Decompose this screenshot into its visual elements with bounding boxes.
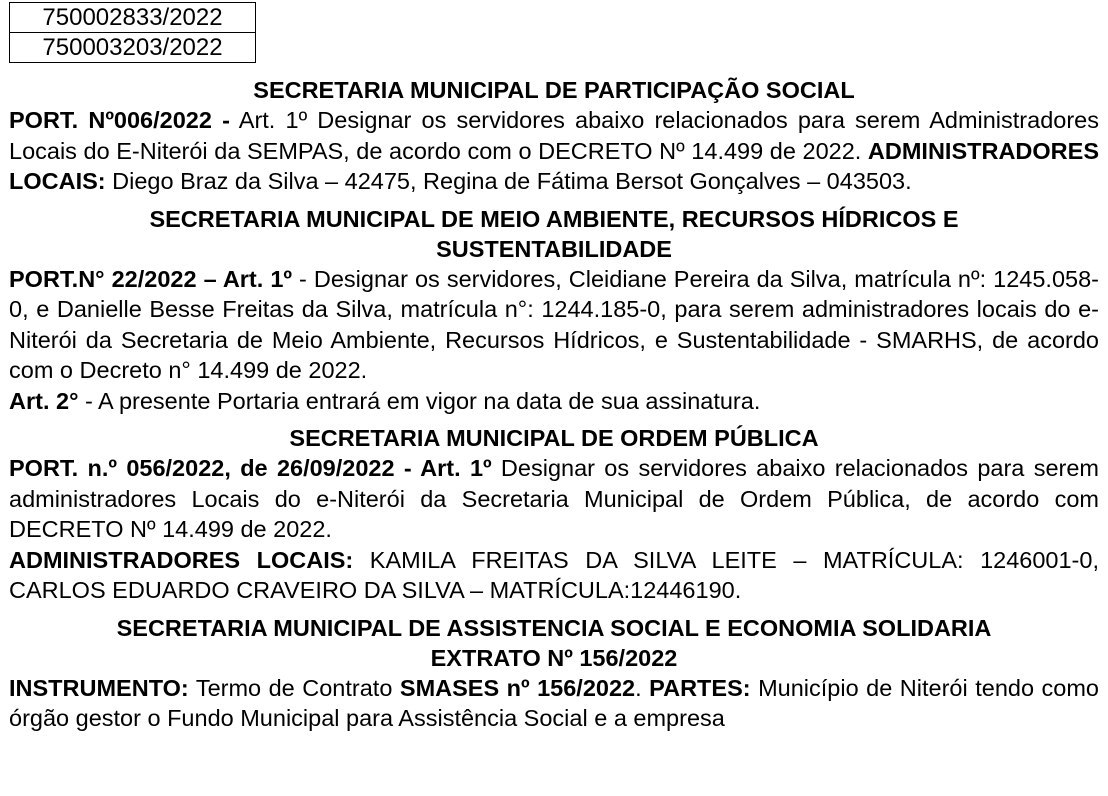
portaria-paragraph — [9, 105, 1099, 197]
paragraph-text: Art. 1º Designar os servidores abaixo relacionados para serem Administradores Locais do E-Niterói da SEMPAS, de acordo com o DECRETO Nº 14.499 de 2022. — [9, 107, 1099, 164]
section-assistencia-social — [9, 613, 1099, 734]
inline-heading: PARTES: — [649, 674, 751, 701]
paragraph-text: - Designar os servidores, Cleidiane Pereira da Silva, matrícula nº: 1245.058-0, e Danielle Besse Freitas da Silva, matrícula n°: 1244.185-0, para serem administradores locais do e-Niterói da Secretaria de Meio Ambiente, Recursos Hídricos, e Sustentabilidade - SMARHS, de acordo com o Decreto n° 14.499 de 2022. — [9, 265, 1099, 383]
contract-number: SMASES nº 156/2022 — [399, 674, 636, 701]
paragraph-text: Município de Niterói tendo como órgão gestor o Fundo Municipal para Assistência Social e a empresa — [9, 674, 1099, 731]
process-number: 750003203/2022 — [10, 33, 256, 63]
inline-heading: ADMINISTRADORES LOCAIS: — [9, 137, 1099, 194]
portaria-paragraph — [9, 453, 1099, 545]
administrators-paragraph — [9, 545, 1099, 606]
process-number: 750002833/2022 — [10, 3, 256, 33]
paragraph-text: - A presente Portaria entrará em vigor na data de sua assinatura. — [78, 387, 761, 414]
section-title — [9, 204, 1099, 264]
paragraph-text: . — [635, 674, 650, 701]
section-participacao-social — [9, 75, 1099, 197]
portaria-number: PORT. n.º 056/2022, de 26/09/2022 - Art. 1º — [9, 455, 492, 481]
section-title-line: SECRETARIA MUNICIPAL DE ASSISTENCIA SOCIAL E ECONOMIA SOLIDARIA — [116, 614, 992, 641]
section-ordem-publica — [9, 423, 1099, 606]
paragraph-text: Diego Braz da Silva – 42475, Regina de Fátima Bersot Gonçalves – 043503. — [105, 168, 912, 194]
extract-number: EXTRATO Nº 156/2022 — [430, 644, 678, 671]
document-body — [9, 75, 1099, 734]
section-title-line: SECRETARIA MUNICIPAL DE MEIO AMBIENTE, RECURSOS HÍDRICOS E — [149, 205, 959, 232]
section-meio-ambiente — [9, 204, 1099, 417]
portaria-number: PORT. Nº006/2022 - — [9, 107, 230, 133]
section-title — [9, 613, 1099, 673]
portaria-paragraph — [9, 264, 1099, 386]
table-row — [10, 3, 256, 33]
paragraph-text: KAMILA FREITAS DA SILVA LEITE – MATRÍCULA: 1246001-0, CARLOS EDUARDO CRAVEIRO DA SILVA – MATRÍCULA:12446190. — [9, 546, 1099, 603]
article-paragraph — [9, 386, 1099, 417]
section-title-line: SUSTENTABILIDADE — [436, 235, 672, 262]
paragraph-text: Designar os servidores abaixo relacionados para serem administradores Locais do e-Niterói da Secretaria Municipal de Ordem Pública, de acordo com DECRETO Nº 14.499 de 2022. — [9, 455, 1099, 542]
extract-paragraph — [9, 673, 1099, 734]
inline-heading: INSTRUMENTO: — [9, 674, 189, 701]
portaria-number: PORT.N° 22/2022 – Art. 1º — [9, 265, 292, 292]
table-row — [10, 33, 256, 63]
paragraph-text: Termo de Contrato — [188, 674, 400, 701]
section-title: SECRETARIA MUNICIPAL DE PARTICIPAÇÃO SOCIAL — [253, 77, 855, 103]
article-number: Art. 2° — [9, 387, 79, 414]
inline-heading: ADMINISTRADORES LOCAIS: — [9, 546, 354, 573]
section-title: SECRETARIA MUNICIPAL DE ORDEM PÚBLICA — [289, 425, 819, 451]
process-number-table — [9, 2, 256, 63]
